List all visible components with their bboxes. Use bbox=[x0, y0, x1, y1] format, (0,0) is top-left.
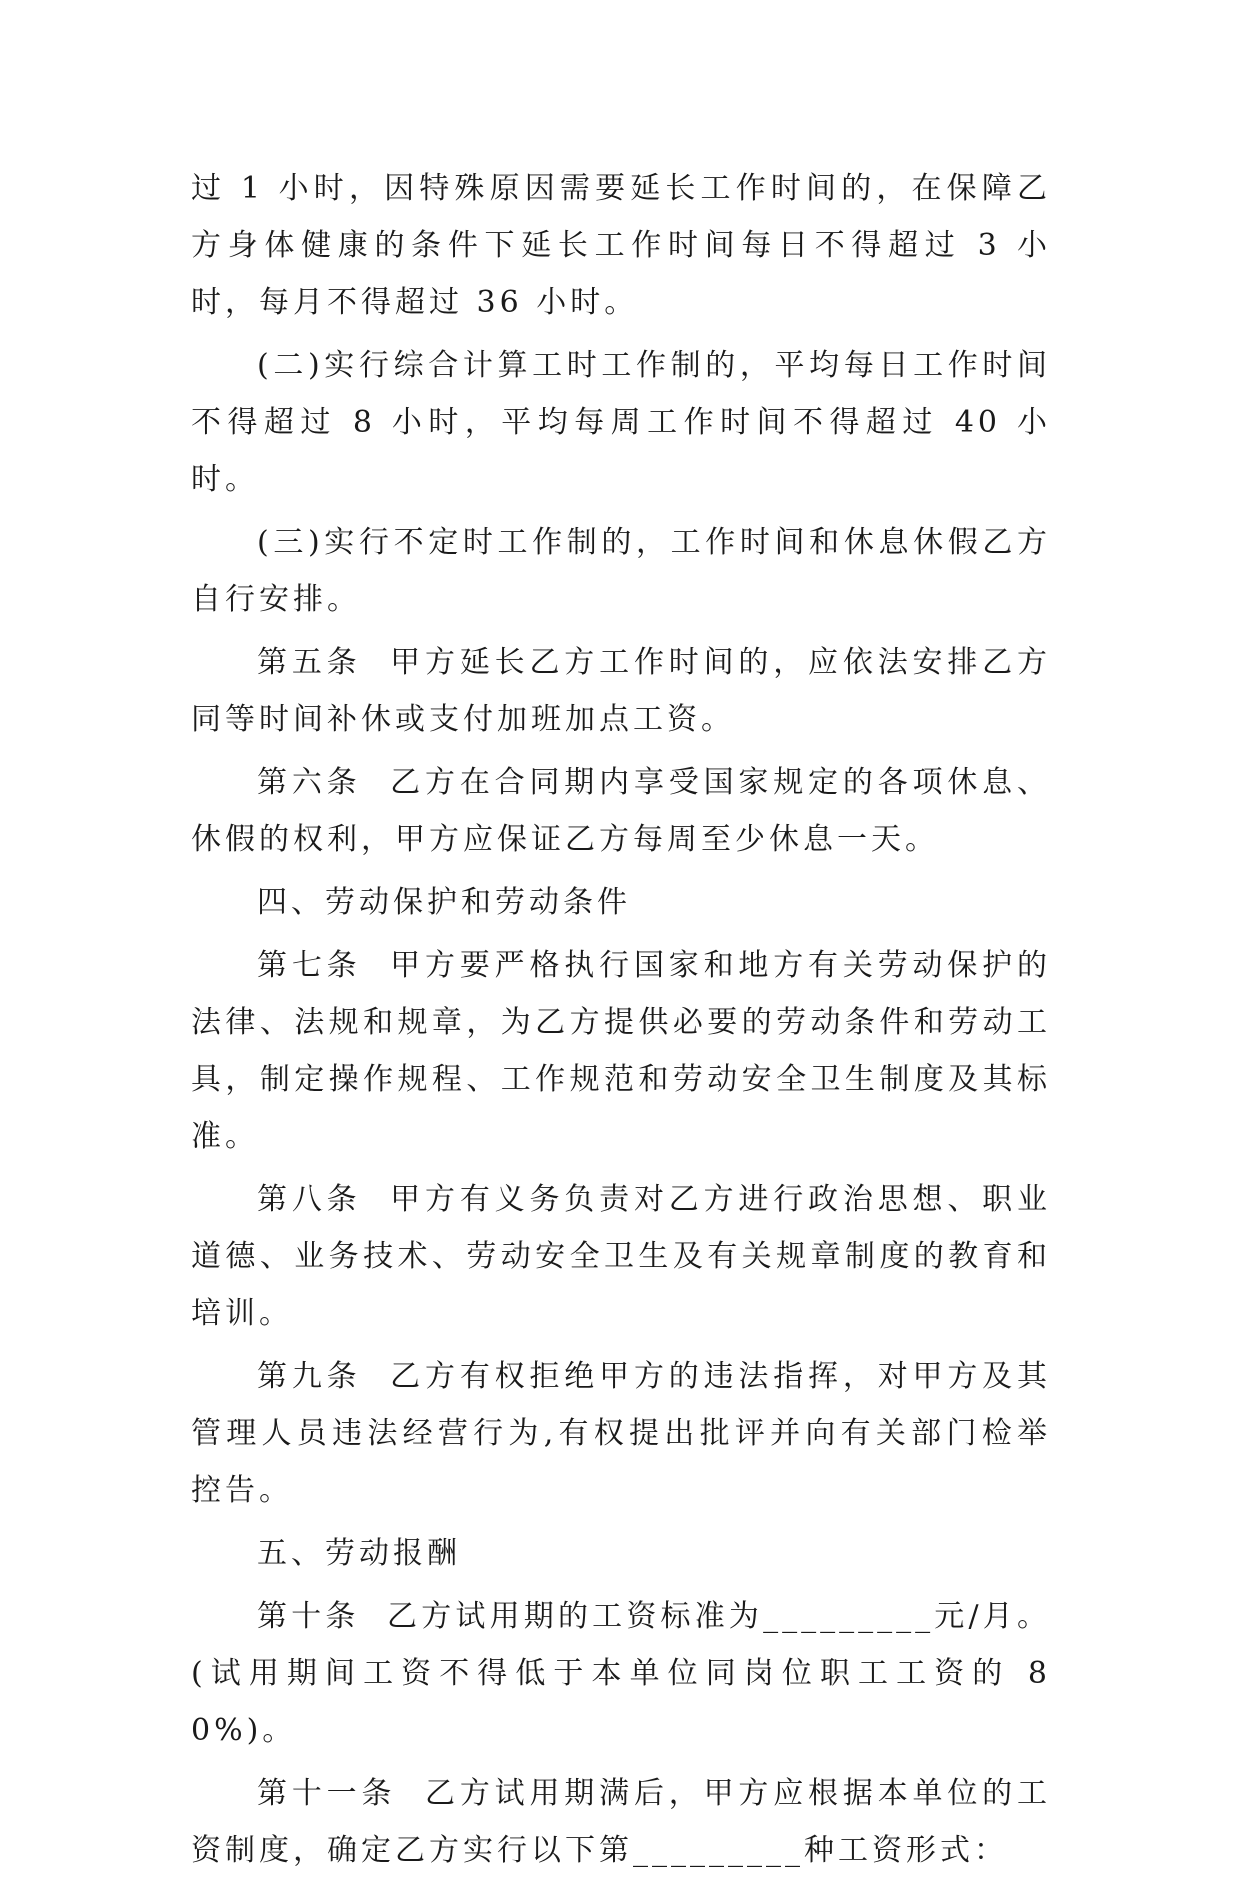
paragraph-working-hours-continued: 过 1 小时，因特殊原因需要延长工作时间的，在保障乙方身体健康的条件下延长工作时间每日不得超过 3 小时，每月不得超过 36 小时。 bbox=[191, 171, 1051, 320]
paragraph-article-11: 第十一条 乙方试用期满后，甲方应根据本单位的工资制度，确定乙方实行以下第_________种工资形式： bbox=[191, 1776, 1051, 1868]
section-heading-5: 五、劳动报酬 bbox=[257, 1536, 461, 1571]
paragraph-article-5: 第五条 甲方延长乙方工作时间的，应依法安排乙方同等时间补休或支付加班加点工资。 bbox=[191, 645, 1051, 737]
paragraph-article-10: 第十条 乙方试用期的工资标准为_________元/月。(试用期间工资不得低于本单位同岗位职工工资的 80%)。 bbox=[191, 1599, 1051, 1748]
paragraph-article-6: 第六条 乙方在合同期内享受国家规定的各项休息、休假的权利，甲方应保证乙方每周至少休息一天。 bbox=[191, 765, 1051, 857]
paragraph-article-7: 第七条 甲方要严格执行国家和地方有关劳动保护的法律、法规和规章，为乙方提供必要的劳动条件和劳动工具，制定操作规程、工作规范和劳动安全卫生制度及其标准。 bbox=[191, 948, 1051, 1154]
paragraph-article-9: 第九条 乙方有权拒绝甲方的违法指挥，对甲方及其管理人员违法经营行为,有权提出批评并向有关部门检举控告。 bbox=[191, 1359, 1051, 1508]
paragraph-article-8: 第八条 甲方有义务负责对乙方进行政治思想、职业道德、业务技术、劳动安全卫生及有关规章制度的教育和培训。 bbox=[191, 1182, 1051, 1331]
paragraph-flexible-hours: (三)实行不定时工作制的，工作时间和休息休假乙方自行安排。 bbox=[191, 525, 1051, 617]
section-heading-4: 四、劳动保护和劳动条件 bbox=[257, 885, 631, 920]
document-body bbox=[191, 160, 1051, 1885]
paragraph-comprehensive-hours: (二)实行综合计算工时工作制的，平均每日工作时间不得超过 8 小时，平均每周工作时间不得超过 40 小时。 bbox=[191, 348, 1051, 497]
